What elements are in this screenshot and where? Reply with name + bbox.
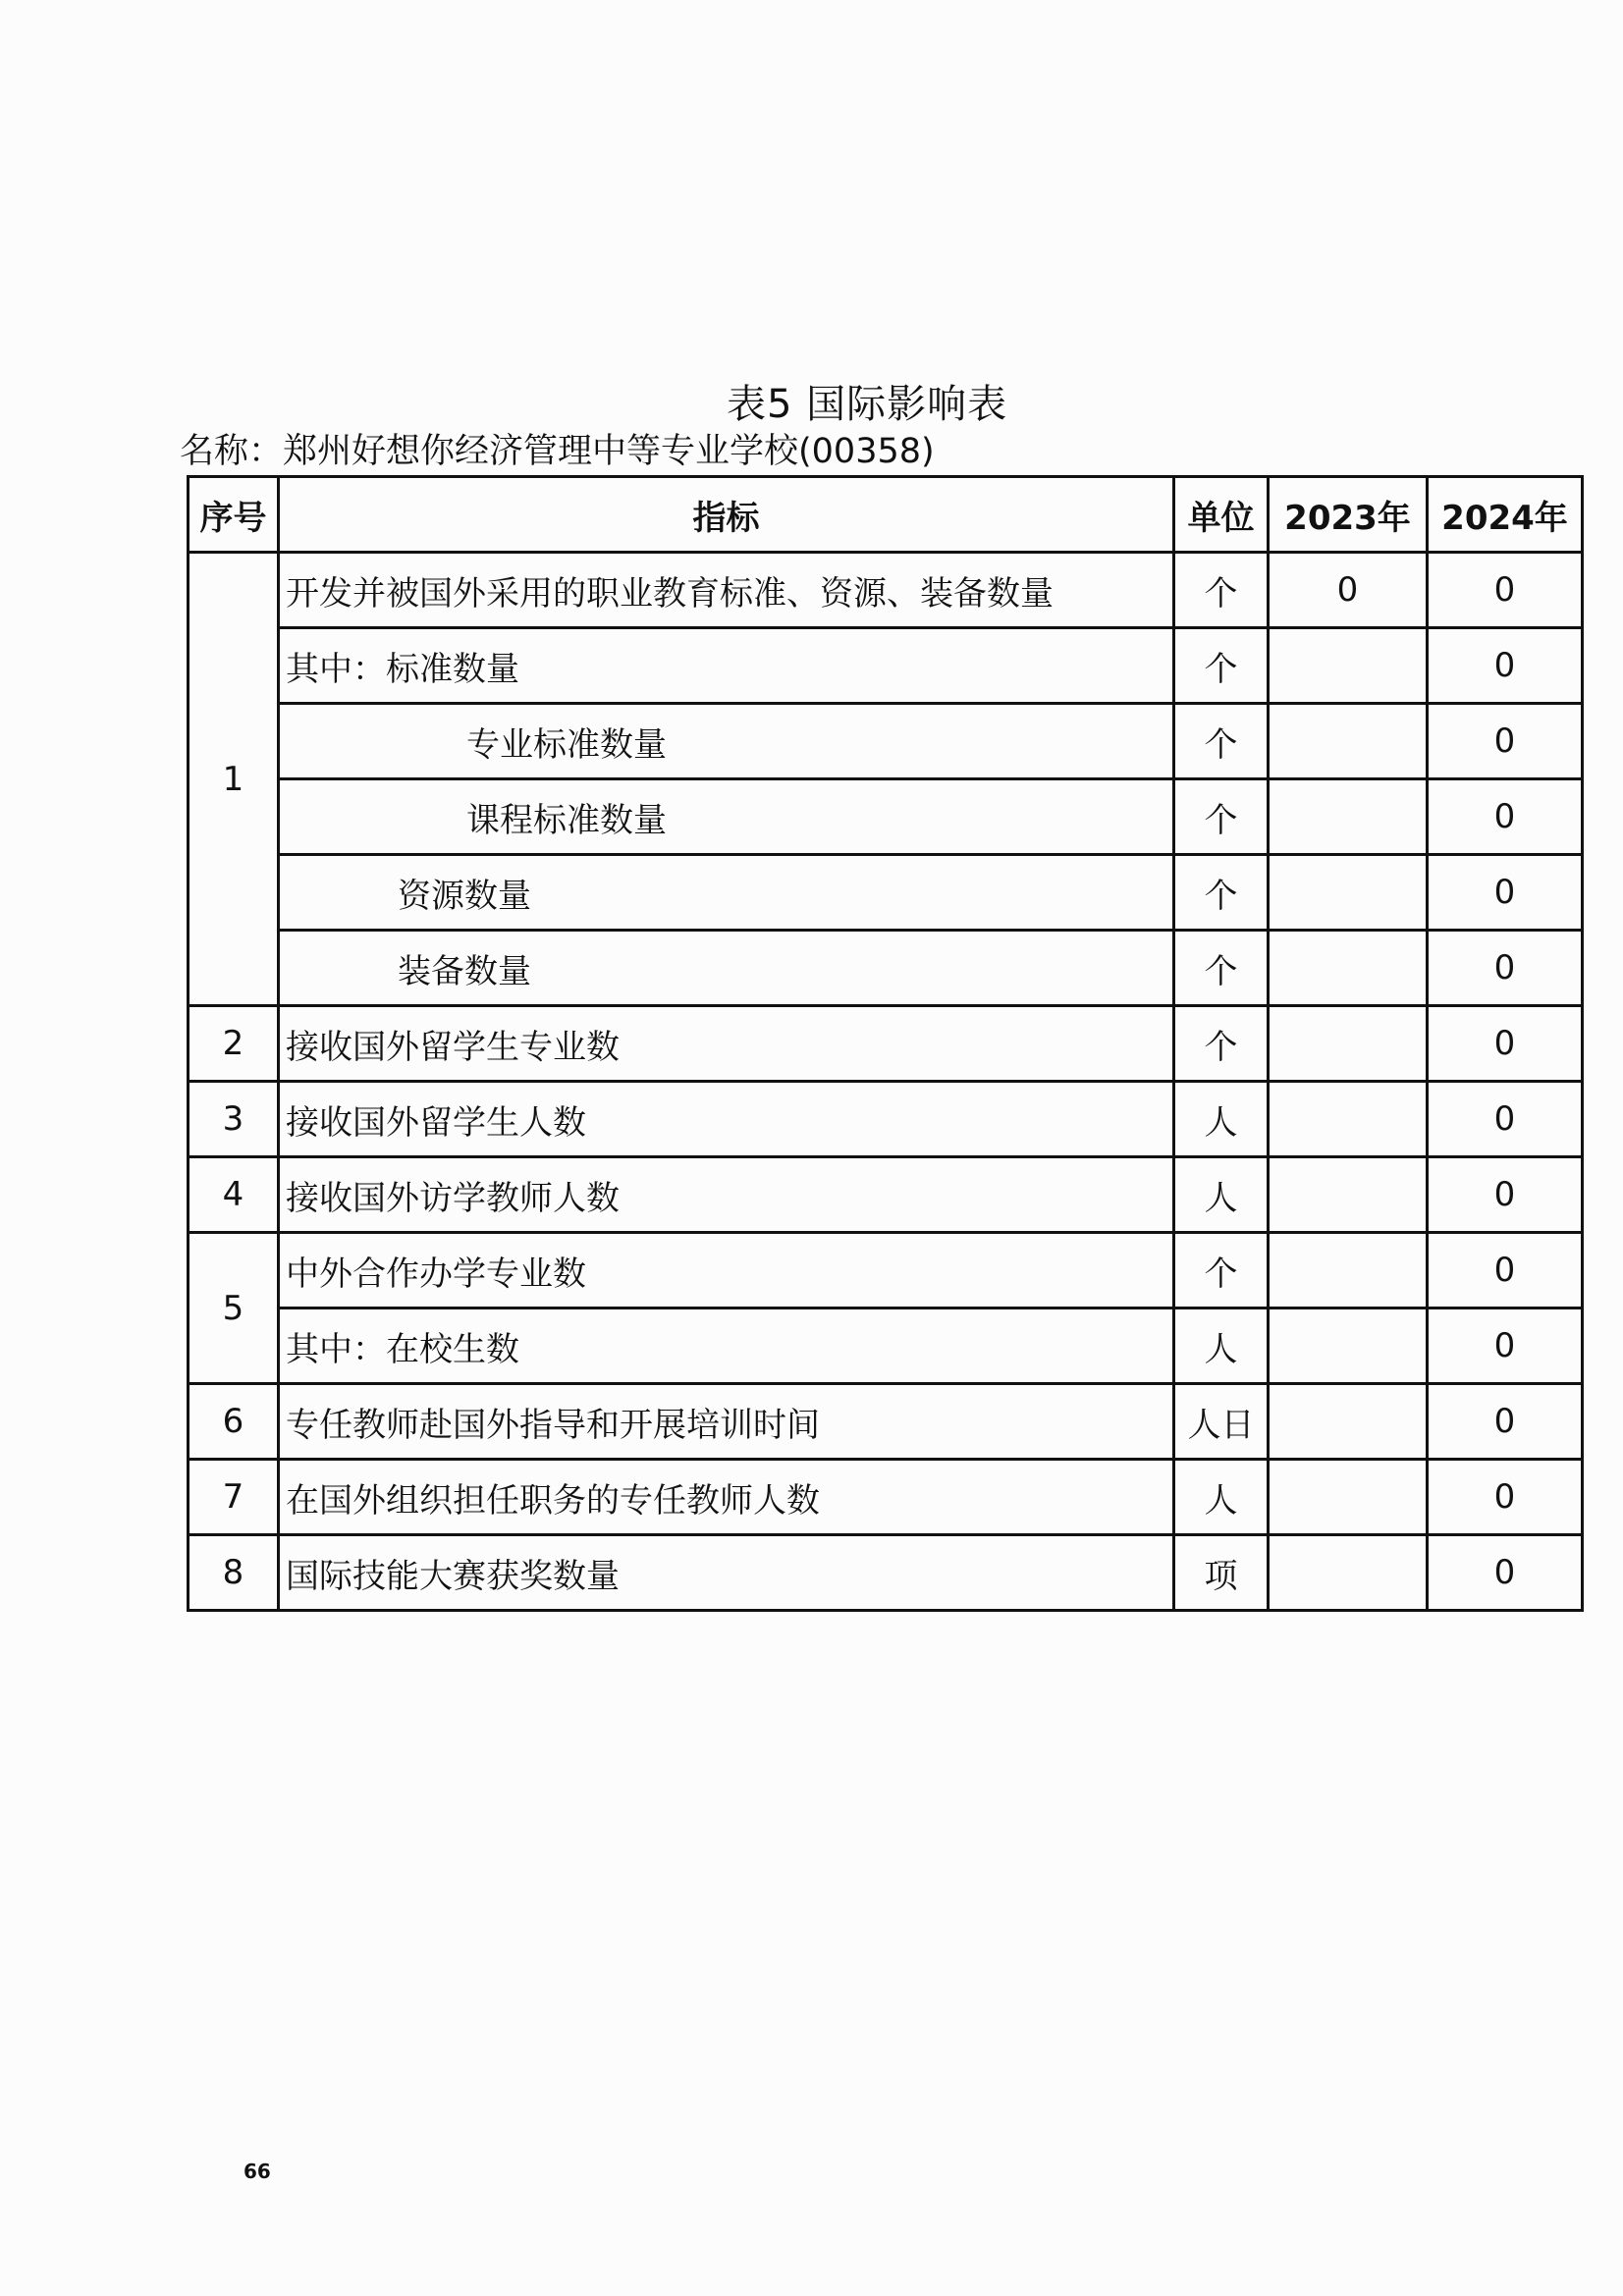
- page-number: 66: [243, 2160, 271, 2183]
- table-row: [189, 628, 1583, 704]
- value-2023-cell: [1269, 1308, 1428, 1384]
- indicator-cell: 专任教师赴国外指导和开展培训时间: [279, 1384, 1174, 1460]
- value-2023-cell: [1269, 1535, 1428, 1611]
- value-2024-cell: 0: [1428, 1006, 1583, 1082]
- indicator-cell: 课程标准数量: [279, 779, 1174, 855]
- indicator-cell: 中外合作办学专业数: [279, 1233, 1174, 1308]
- table-row: [189, 1157, 1583, 1233]
- indicator-cell: 专业标准数量: [279, 704, 1174, 779]
- unit-cell: 人: [1174, 1460, 1269, 1535]
- indicator-cell: 国际技能大赛获奖数量: [279, 1535, 1174, 1611]
- unit-cell: 个: [1174, 704, 1269, 779]
- unit-cell: 人日: [1174, 1384, 1269, 1460]
- table-row: [189, 779, 1583, 855]
- header-row: [189, 477, 1583, 553]
- unit-cell: 人: [1174, 1082, 1269, 1157]
- value-2024-cell: 0: [1428, 1384, 1583, 1460]
- table-row: [189, 1233, 1583, 1308]
- indicator-cell: 接收国外留学生专业数: [279, 1006, 1174, 1082]
- seq-cell: 3: [189, 1082, 279, 1157]
- table-row: [189, 1308, 1583, 1384]
- unit-cell: 个: [1174, 1233, 1269, 1308]
- value-2024-cell: 0: [1428, 628, 1583, 704]
- indicator-cell: 资源数量: [279, 855, 1174, 931]
- value-2023-cell: [1269, 1006, 1428, 1082]
- table-row: [189, 704, 1583, 779]
- indicator-cell: 其中：在校生数: [279, 1308, 1174, 1384]
- seq-cell: 6: [189, 1384, 279, 1460]
- unit-cell: 人: [1174, 1157, 1269, 1233]
- value-2023-cell: [1269, 1233, 1428, 1308]
- value-2023-cell: [1269, 704, 1428, 779]
- unit-cell: 个: [1174, 1006, 1269, 1082]
- seq-cell: 1: [189, 553, 279, 1006]
- seq-cell: 5: [189, 1233, 279, 1384]
- table-row: [189, 1535, 1583, 1611]
- indicator-cell: 其中：标准数量: [279, 628, 1174, 704]
- value-2024-cell: 0: [1428, 704, 1583, 779]
- unit-cell: 个: [1174, 855, 1269, 931]
- value-2024-cell: 0: [1428, 1460, 1583, 1535]
- value-2024-cell: 0: [1428, 1233, 1583, 1308]
- seq-cell: 4: [189, 1157, 279, 1233]
- indicator-cell: 接收国外留学生人数: [279, 1082, 1174, 1157]
- value-2023-cell: [1269, 628, 1428, 704]
- school-name: 名称：郑州好想你经济管理中等专业学校(00358): [180, 432, 935, 471]
- value-2024-cell: 0: [1428, 779, 1583, 855]
- seq-cell: 7: [189, 1460, 279, 1535]
- value-2024-cell: 0: [1428, 1157, 1583, 1233]
- value-2024-cell: 0: [1428, 1535, 1583, 1611]
- table-row: [189, 1082, 1583, 1157]
- header-2024: 2024年: [1428, 477, 1583, 553]
- indicator-cell: 开发并被国外采用的职业教育标准、资源、装备数量: [279, 553, 1174, 628]
- unit-cell: 人: [1174, 1308, 1269, 1384]
- header-2023: 2023年: [1269, 477, 1428, 553]
- value-2023-cell: [1269, 855, 1428, 931]
- unit-cell: 个: [1174, 779, 1269, 855]
- header-indicator: 指标: [279, 477, 1174, 553]
- seq-cell: 8: [189, 1535, 279, 1611]
- table-row: [189, 1460, 1583, 1535]
- indicator-cell: 装备数量: [279, 931, 1174, 1006]
- header-unit: 单位: [1174, 477, 1269, 553]
- value-2023-cell: 0: [1269, 553, 1428, 628]
- unit-cell: 个: [1174, 628, 1269, 704]
- value-2024-cell: 0: [1428, 855, 1583, 931]
- international-influence-table: [187, 475, 1584, 1612]
- value-2023-cell: [1269, 1460, 1428, 1535]
- table-row: [189, 855, 1583, 931]
- value-2023-cell: [1269, 779, 1428, 855]
- table-row: [189, 553, 1583, 628]
- indicator-cell: 在国外组织担任职务的专任教师人数: [279, 1460, 1174, 1535]
- unit-cell: 个: [1174, 553, 1269, 628]
- value-2024-cell: 0: [1428, 1082, 1583, 1157]
- value-2024-cell: 0: [1428, 553, 1583, 628]
- value-2023-cell: [1269, 1384, 1428, 1460]
- value-2023-cell: [1269, 1082, 1428, 1157]
- value-2024-cell: 0: [1428, 931, 1583, 1006]
- value-2023-cell: [1269, 1157, 1428, 1233]
- value-2023-cell: [1269, 931, 1428, 1006]
- value-2024-cell: 0: [1428, 1308, 1583, 1384]
- header-seq: 序号: [189, 477, 279, 553]
- table-row: [189, 931, 1583, 1006]
- seq-cell: 2: [189, 1006, 279, 1082]
- indicator-cell: 接收国外访学教师人数: [279, 1157, 1174, 1233]
- table-row: [189, 1384, 1583, 1460]
- table-row: [189, 1006, 1583, 1082]
- table-title: 表5 国际影响表: [727, 382, 1008, 427]
- unit-cell: 项: [1174, 1535, 1269, 1611]
- unit-cell: 个: [1174, 931, 1269, 1006]
